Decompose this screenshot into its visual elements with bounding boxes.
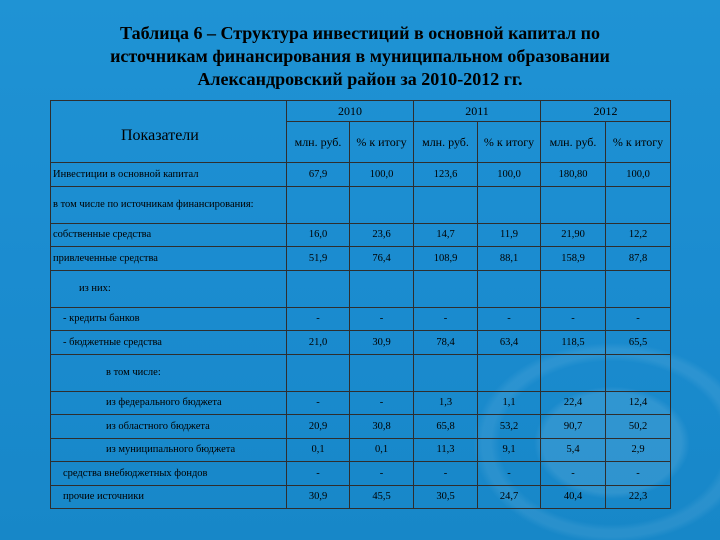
cell: 67,9: [287, 163, 350, 187]
cell: [350, 270, 414, 307]
cell: 23,6: [350, 223, 414, 247]
cell: 5,4: [541, 438, 606, 462]
cell: 14,7: [414, 223, 478, 247]
cell: [350, 354, 414, 391]
cell: -: [350, 462, 414, 486]
cell: 21,90: [541, 223, 606, 247]
cell: [606, 354, 671, 391]
investment-table-wrapper: [50, 100, 670, 512]
cell: [287, 270, 350, 307]
cell: 12,2: [606, 223, 671, 247]
row-label: - кредиты банков: [51, 307, 287, 331]
cell: -: [287, 307, 350, 331]
table-row: [51, 247, 671, 271]
cell: 2,9: [606, 438, 671, 462]
row-label: из них:: [51, 270, 287, 307]
cell: 100,0: [350, 163, 414, 187]
cell: [414, 270, 478, 307]
cell: [478, 354, 541, 391]
cell: -: [606, 462, 671, 486]
row-label: средства внебюджетных фондов: [51, 462, 287, 486]
row-label: - бюджетные средства: [51, 331, 287, 355]
row-label: собственные средства: [51, 223, 287, 247]
cell: -: [541, 307, 606, 331]
table-row: [51, 485, 671, 509]
cell: -: [350, 307, 414, 331]
cell: [350, 186, 414, 223]
row-label: в том числе по источникам финансирования:: [51, 186, 287, 223]
row-label: из федерального бюджета: [51, 391, 287, 415]
table-title: [40, 22, 680, 91]
row-label: в том числе:: [51, 354, 287, 391]
cell: 20,9: [287, 415, 350, 439]
cell: 108,9: [414, 247, 478, 271]
cell: -: [287, 391, 350, 415]
cell: [414, 186, 478, 223]
unit-header: млн. руб.: [541, 122, 606, 163]
cell: 65,5: [606, 331, 671, 355]
cell: 88,1: [478, 247, 541, 271]
year-2010: 2010: [287, 101, 414, 122]
cell: [541, 354, 606, 391]
cell: 180,80: [541, 163, 606, 187]
unit-header: % к итогу: [478, 122, 541, 163]
cell: [287, 354, 350, 391]
table-row: [51, 462, 671, 486]
cell: 11,9: [478, 223, 541, 247]
cell: -: [287, 462, 350, 486]
cell: -: [541, 462, 606, 486]
table-row: [51, 415, 671, 439]
cell: 1,3: [414, 391, 478, 415]
cell: 16,0: [287, 223, 350, 247]
table-row: [51, 391, 671, 415]
cell: 45,5: [350, 485, 414, 509]
cell: [478, 270, 541, 307]
table-row: [51, 270, 671, 307]
cell: 50,2: [606, 415, 671, 439]
cell: 51,9: [287, 247, 350, 271]
header-indicators: Показатели: [51, 101, 287, 163]
cell: 53,2: [478, 415, 541, 439]
cell: 30,8: [350, 415, 414, 439]
cell: 90,7: [541, 415, 606, 439]
cell: 24,7: [478, 485, 541, 509]
cell: 0,1: [350, 438, 414, 462]
cell: 30,5: [414, 485, 478, 509]
cell: 21,0: [287, 331, 350, 355]
cell: -: [350, 391, 414, 415]
table-row: [51, 186, 671, 223]
cell: 118,5: [541, 331, 606, 355]
table-row: [51, 163, 671, 187]
title-line-1: Таблица 6 – Структура инвестиций в основной капитал по: [120, 23, 600, 43]
year-2011: 2011: [414, 101, 541, 122]
cell: [287, 186, 350, 223]
cell: 30,9: [287, 485, 350, 509]
unit-header: млн. руб.: [414, 122, 478, 163]
cell: 158,9: [541, 247, 606, 271]
cell: [478, 186, 541, 223]
cell: 12,4: [606, 391, 671, 415]
cell: [414, 354, 478, 391]
title-line-2: источникам финансирования в муниципальном образовании: [110, 46, 610, 66]
table-row: [51, 331, 671, 355]
cell: 9,1: [478, 438, 541, 462]
cell: 40,4: [541, 485, 606, 509]
cell: 100,0: [478, 163, 541, 187]
unit-header: млн. руб.: [287, 122, 350, 163]
row-label: из областного бюджета: [51, 415, 287, 439]
cell: 22,4: [541, 391, 606, 415]
year-2012: 2012: [541, 101, 671, 122]
table-row: [51, 223, 671, 247]
cell: 123,6: [414, 163, 478, 187]
cell: 30,9: [350, 331, 414, 355]
cell: [541, 186, 606, 223]
cell: 100,0: [606, 163, 671, 187]
cell: 11,3: [414, 438, 478, 462]
cell: -: [478, 307, 541, 331]
cell: -: [606, 307, 671, 331]
cell: -: [414, 462, 478, 486]
row-label: прочие источники: [51, 485, 287, 509]
cell: 22,3: [606, 485, 671, 509]
investment-table: [50, 100, 671, 509]
table-row: [51, 354, 671, 391]
cell: 78,4: [414, 331, 478, 355]
title-line-3: Александровский район за 2010-2012 гг.: [197, 69, 523, 89]
cell: 65,8: [414, 415, 478, 439]
cell: 1,1: [478, 391, 541, 415]
cell: [606, 186, 671, 223]
table-row: [51, 307, 671, 331]
unit-header: % к итогу: [350, 122, 414, 163]
cell: [541, 270, 606, 307]
cell: 87,8: [606, 247, 671, 271]
row-label: Инвестиции в основной капитал: [51, 163, 287, 187]
unit-header: % к итогу: [606, 122, 671, 163]
row-label: из муниципального бюджета: [51, 438, 287, 462]
cell: [606, 270, 671, 307]
cell: 76,4: [350, 247, 414, 271]
cell: 0,1: [287, 438, 350, 462]
table-row: [51, 438, 671, 462]
row-label: привлеченные средства: [51, 247, 287, 271]
cell: 63,4: [478, 331, 541, 355]
cell: -: [478, 462, 541, 486]
cell: -: [414, 307, 478, 331]
